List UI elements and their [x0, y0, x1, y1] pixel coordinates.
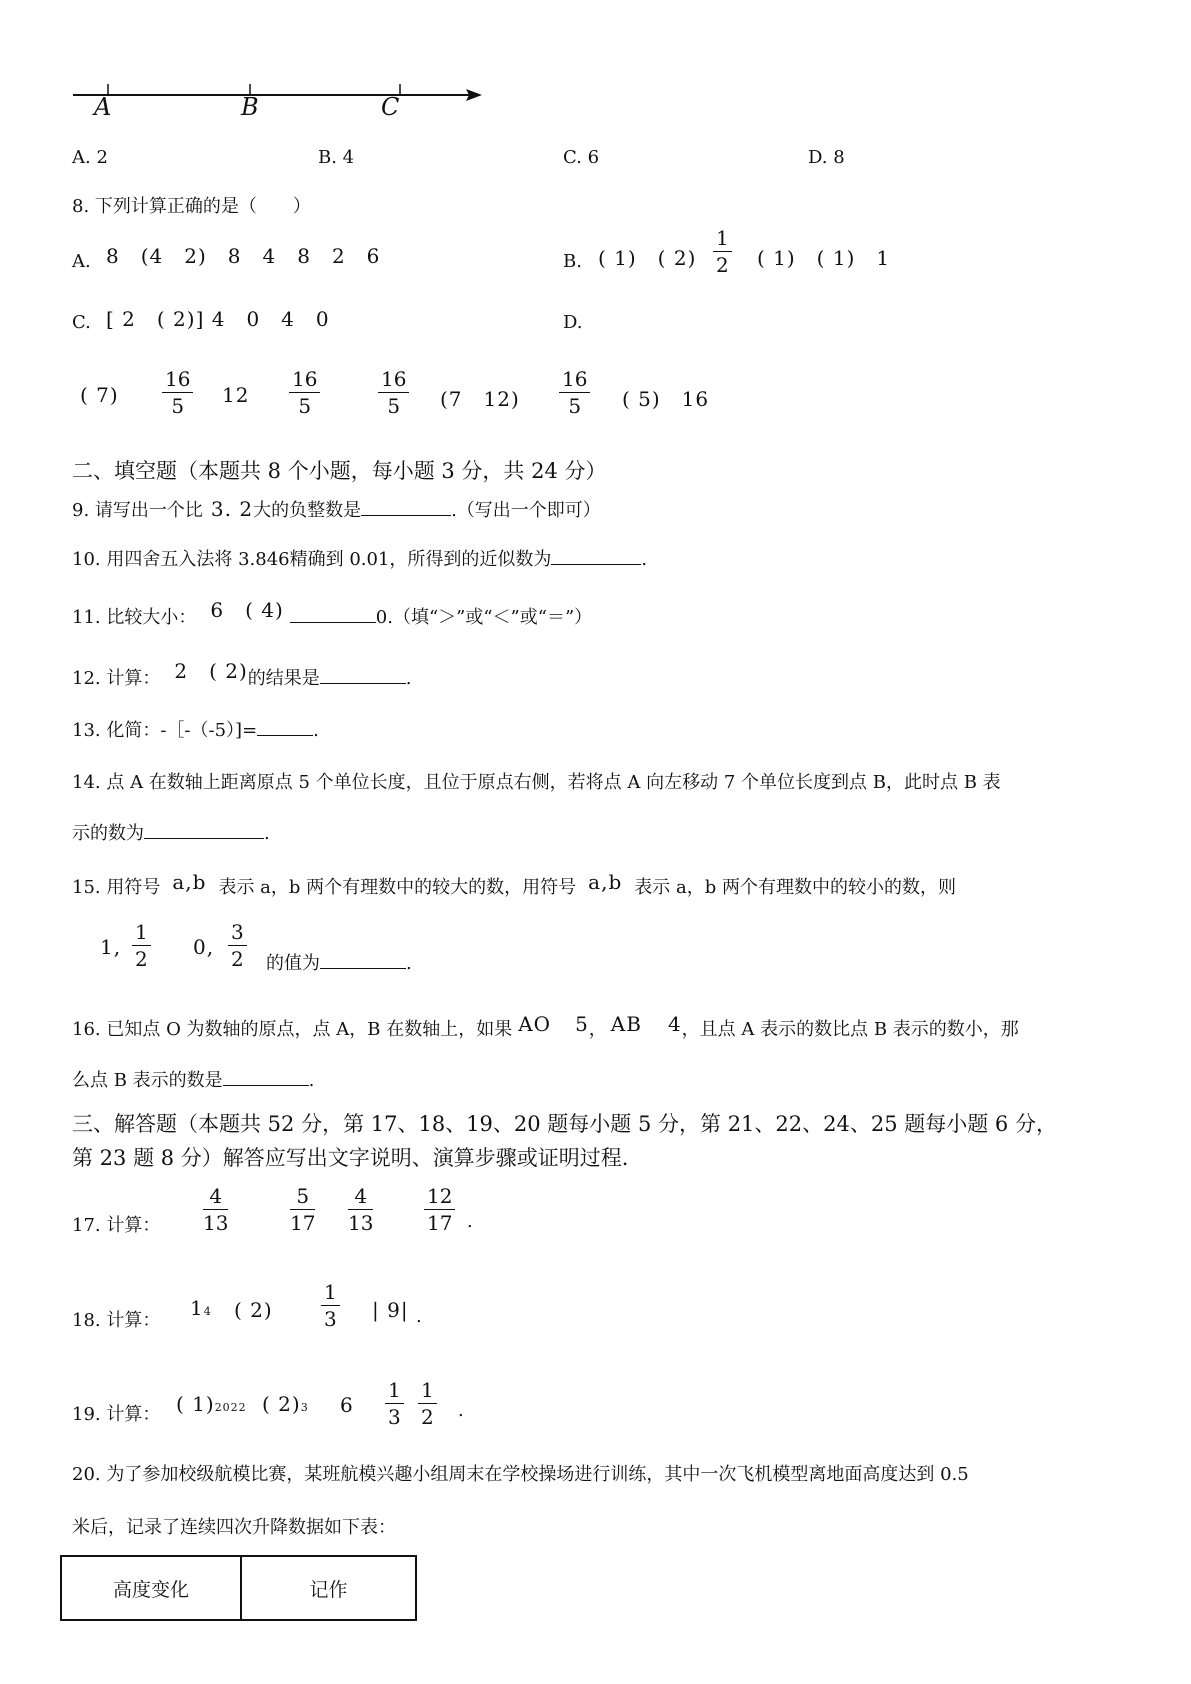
- point-b-label: B: [241, 93, 259, 121]
- question-19-expr-3: 6: [340, 1393, 354, 1417]
- question-15-fraction-1: $\frac{1}{2}$: [132, 922, 151, 969]
- q8-option-d-label: D.: [563, 312, 583, 333]
- table-header-cell: 高度变化: [61, 1556, 241, 1620]
- question-17-label: 17. 计算：: [72, 1215, 161, 1236]
- question-19-period: .: [458, 1400, 464, 1421]
- question-15-expr-1: 1,: [100, 935, 122, 959]
- question-18-label: 18. 计算：: [72, 1310, 161, 1331]
- question-11: 11. 比较大小： 6 ( 4) 0.（填“＞”或“＜”或“＝”）: [72, 598, 593, 628]
- question-17-period: .: [467, 1211, 473, 1232]
- question-9: 9. 请写出一个比 3. 2大的负整数是 .（写出一个即可）: [72, 497, 601, 521]
- question-15-line-2: 的值为 .: [266, 953, 412, 974]
- question-17-fraction-1: $\frac{4}{13}$: [203, 1184, 229, 1235]
- point-c-label: C: [381, 93, 400, 121]
- q7-option-d: D. 8: [808, 147, 845, 168]
- question-14-line-1: 14. 点 A 在数轴上距离原点 5 个单位长度，且位于原点右侧，若将点 A 向左移动 7 个单位长度到点 B，此时点 B 表: [72, 772, 1001, 793]
- question-19-expr-2: ( 2)3: [262, 1392, 309, 1416]
- question-18-fraction: $\frac{1}{3}$: [321, 1282, 340, 1329]
- table-header-cell: 记作: [241, 1556, 416, 1620]
- question-19-fraction-1: $\frac{1}{3}$: [385, 1380, 404, 1427]
- table-header-row: [61, 1556, 416, 1620]
- q8-option-d-part1: ( 7): [80, 383, 119, 407]
- question-18-expr: ( 2): [234, 1298, 273, 1322]
- q8-option-a-label: A.: [72, 251, 91, 272]
- q8-option-d-fraction-4: $\frac{16}{5}$: [559, 369, 590, 416]
- question-14-line-2: 示的数为 .: [72, 823, 270, 844]
- section-3-title-line-2: 第 23 题 8 分）解答应写出文字说明、演算步骤或证明过程.: [72, 1146, 629, 1170]
- q8-option-d-fraction-2: $\frac{16}{5}$: [289, 369, 320, 416]
- q8-option-d-fraction-1: $\frac{16}{5}$: [162, 369, 193, 416]
- question-20-line-1: 20. 为了参加校级航模比赛，某班航模兴趣小组周末在学校操场进行训练，其中一次飞机模型离地面高度达到 0.5: [72, 1464, 969, 1485]
- question-17-fraction-2: $\frac{5}{17}$: [290, 1184, 316, 1235]
- question-10: 10. 用四舍五入法将 3.846精确到 0.01，所得到的近似数为 .: [72, 549, 648, 570]
- question-15-fraction-2: $\frac{3}{2}$: [228, 922, 247, 969]
- question-16-line-1: 16. 已知点 O 为数轴的原点，点 A，B 在数轴上，如果 AO 5， AB 4，且点 A 表示的数比点 B 表示的数小，那: [72, 1012, 1019, 1040]
- question-19-fraction-2: $\frac{1}{2}$: [418, 1380, 437, 1427]
- question-19-label: 19. 计算：: [72, 1404, 161, 1425]
- q8-stem: 8. 下列计算正确的是（ ）: [72, 196, 311, 217]
- question-17-fraction-3: $\frac{4}{13}$: [348, 1184, 374, 1235]
- q8-option-b-pre: ( 1) ( 2): [598, 246, 697, 270]
- question-20-line-2: 米后，记录了连续四次升降数据如下表：: [72, 1517, 396, 1538]
- question-16-line-2: 么点 B 表示的数是 .: [72, 1070, 315, 1091]
- question-18-period: .: [416, 1306, 422, 1327]
- question-17-fraction-4: $\frac{12}{17}$: [424, 1186, 455, 1233]
- q7-option-a: A. 2: [72, 147, 108, 168]
- section-3-title-line-1: 三、解答题（本题共 52 分，第 17、18、19、20 题每小题 5 分，第 21、22、24、25 题每小题 6 分，: [72, 1112, 1057, 1136]
- question-15-expr-2: 0,: [193, 935, 215, 959]
- q8-option-c-label: C.: [72, 312, 91, 333]
- q8-option-d-part3: (7 12): [440, 387, 520, 411]
- q7-option-b: B. 4: [318, 147, 355, 168]
- q8-option-b-post: ( 1) ( 1) 1: [757, 246, 891, 270]
- q8-option-b-fraction: $\frac{1}{2}$: [713, 228, 732, 275]
- question-18-base: 14: [190, 1296, 212, 1320]
- section-2-title: 二、填空题（本题共 8 个小题，每小题 3 分，共 24 分）: [72, 459, 607, 483]
- q8-option-d-fraction-3: $\frac{16}{5}$: [378, 369, 409, 416]
- q8-option-c-expr: [ 2 ( 2)] 4 0 4 0: [106, 307, 330, 331]
- question-13: 13. 化简：-［-（-5）]= .: [72, 720, 319, 741]
- point-a-label: A: [94, 93, 112, 121]
- question-15-line-1: 15. 用符号 a,b 表示 a，b 两个有理数中的较大的数，用符号 a,b 表示 a，b 两个有理数中的较小的数，则: [72, 870, 956, 898]
- q7-option-c: C. 6: [563, 147, 600, 168]
- number-line: [70, 78, 490, 128]
- q8-option-d-part2: 12: [222, 383, 250, 407]
- height-change-table: [60, 1555, 417, 1621]
- question-18-abs: | 9|: [372, 1298, 409, 1322]
- question-19-expr-1: ( 1)2022: [176, 1392, 247, 1416]
- question-12: 12. 计算： 2 ( 2)的结果是 .: [72, 659, 412, 689]
- q8-option-a-expr: 8 (4 2) 8 4 8 2 6: [106, 244, 381, 268]
- q8-option-b-label: B.: [563, 251, 582, 272]
- q8-option-d-part4: ( 5) 16: [622, 387, 710, 411]
